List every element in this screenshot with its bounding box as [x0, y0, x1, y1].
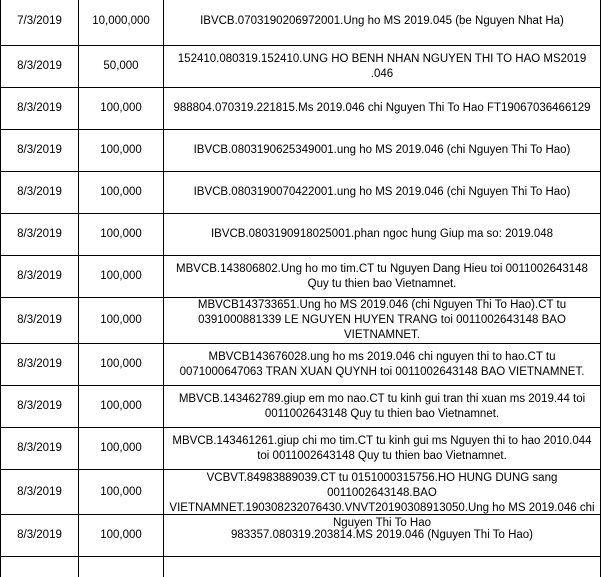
- date-cell: 7/3/2019: [1, 0, 79, 46]
- description-cell: 988804.070319.221815.Ms 2019.046 chi Nguyen Thi To Hao FT19067036466129: [164, 88, 601, 130]
- amount-cell: 100,000: [79, 130, 164, 172]
- table-row: [1, 214, 601, 256]
- table-row: [1, 470, 601, 515]
- date-cell: 8/3/2019: [1, 298, 79, 344]
- description-text: VCBVT.84983889039.CT tu 0151000315756.HO HUNG DUNG sang 0011002643148.BAO VIETNAMNET.190308232076430.VNVT20190308913050.Ung ho MS 2019.046 chi Nguyen Thi To Hao: [169, 472, 595, 529]
- table-row: [1, 130, 601, 172]
- amount-cell: 100,000: [79, 344, 164, 386]
- table-row: [1, 428, 601, 470]
- table-row: [1, 172, 601, 214]
- table-row: [1, 298, 601, 344]
- description-cell: MBVCB143733651.Ung ho MS 2019.046 (chi Nguyen Thi To Hao).CT tu 0391000881339 LE NGUYEN HUYEN TRANG toi 0011002643148 BAO VIETNAMNET.: [164, 298, 601, 344]
- date-cell: 8/3/2019: [1, 428, 79, 470]
- amount-cell: 100,000: [79, 214, 164, 256]
- date-cell: 8/3/2019: [1, 88, 79, 130]
- transaction-rows: [1, 0, 601, 577]
- description-cell: IBVCB.0803190070422001.ung ho MS 2019.046 (chi Nguyen Thi To Hao): [164, 172, 601, 214]
- date-cell: 8/3/2019: [1, 214, 79, 256]
- table-row: [1, 515, 601, 557]
- description-cell: IBVCB.0703190206972001.Ung ho MS 2019.045 (be Nguyen Nhat Ha): [164, 0, 601, 46]
- amount-cell: 100,000: [79, 428, 164, 470]
- description-cell: MBVCB.143806802.Ung ho mo tim.CT tu Nguyen Dang Hieu toi 0011002643148 Quy tu thien bao Vietnamnet.: [164, 256, 601, 298]
- description-cell: MBVCB.143462789.giup em mo nao.CT tu kinh gui tran thi xuan ms 2019.44 toi 0011002643148 Quy tu thien bao Vietnamnet.: [164, 386, 601, 428]
- date-cell: 8/3/2019: [1, 256, 79, 298]
- date-cell: 8/3/2019: [1, 172, 79, 214]
- amount-cell: 100,000: [79, 515, 164, 557]
- description-cell: 983357.080319.203814.MS 2019.046 (Nguyen Thi To Hao): [164, 515, 601, 557]
- date-cell: 8/3/2019: [1, 46, 79, 88]
- description-cell: IBVCB.0803190918025001.phan ngoc hung Giup ma so: 2019.048: [164, 214, 601, 256]
- date-cell: 8/3/2019: [1, 470, 79, 515]
- description-cell: IBVCB.0803190625349001.ung ho MS 2019.046 (chi Nguyen Thi To Hao): [164, 130, 601, 172]
- table-row: [1, 0, 601, 46]
- amount-cell: 100,000: [79, 172, 164, 214]
- table-row: [1, 256, 601, 298]
- date-cell: 8/3/2019: [1, 386, 79, 428]
- table-row: [1, 344, 601, 386]
- amount-cell: 100,000: [79, 470, 164, 515]
- amount-cell: 100,000: [79, 386, 164, 428]
- amount-cell: 100,000: [79, 298, 164, 344]
- table-row: [1, 386, 601, 428]
- date-cell: 8/3/2019: [1, 344, 79, 386]
- date-cell: [1, 557, 79, 577]
- amount-cell: [79, 557, 164, 577]
- amount-cell: 100,000: [79, 88, 164, 130]
- description-cell: MBVCB143676028.ung ho ms 2019.046 chi nguyen thi to hao.CT tu 0071000647063 TRAN XUAN QUYNH toi 0011002643148 BAO VIETNAMNET.: [164, 344, 601, 386]
- date-cell: 8/3/2019: [1, 515, 79, 557]
- description-cell: [164, 557, 601, 577]
- date-cell: 8/3/2019: [1, 130, 79, 172]
- table-row: [1, 88, 601, 130]
- table-row: [1, 46, 601, 88]
- amount-cell: 50,000: [79, 46, 164, 88]
- amount-cell: 100,000: [79, 256, 164, 298]
- description-cell: [164, 470, 601, 529]
- table-row: [1, 557, 601, 577]
- description-cell: MBVCB.143461261.giup chi mo tim.CT tu kinh gui ms Nguyen thi to hao 2010.044 toi 0011002643148 Quy tu thien bao Vietnamnet.: [164, 428, 601, 470]
- description-cell: 152410.080319.152410.UNG HO BENH NHAN NGUYEN THI TO HAO MS2019 .046: [164, 46, 601, 88]
- amount-cell: 10,000,000: [79, 0, 164, 46]
